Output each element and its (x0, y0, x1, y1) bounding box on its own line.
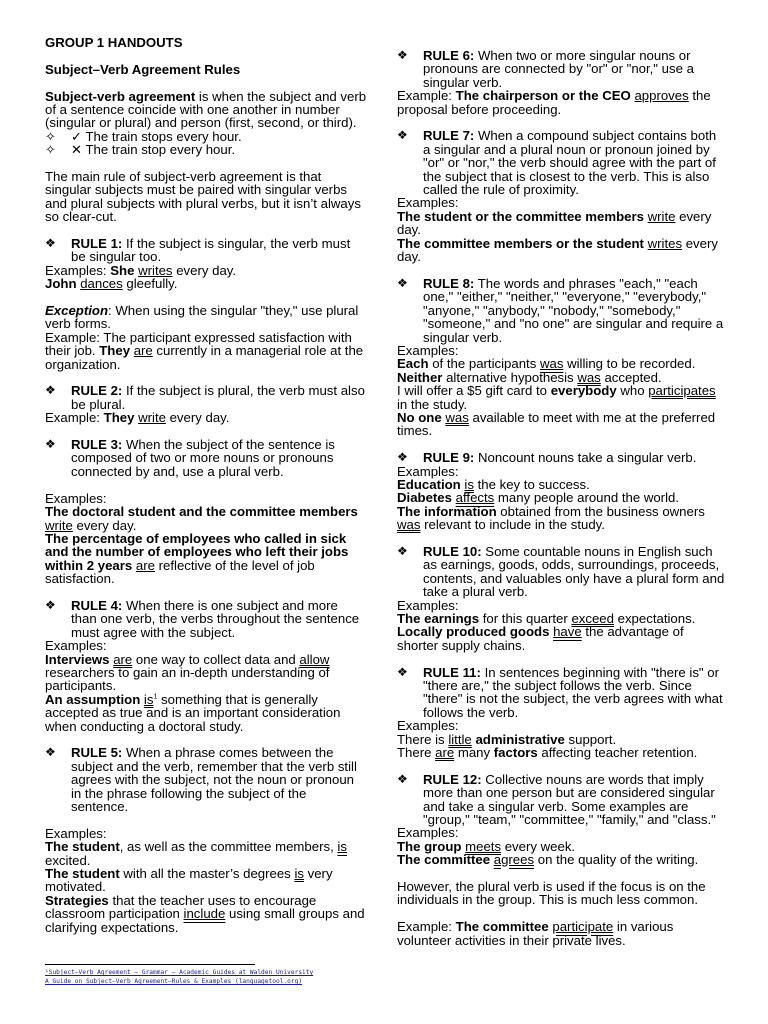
rule-11-example-2: There are many factors affecting teacher retention. (397, 745, 698, 761)
rule-5-example-2: The student with all the master’s degrees is very motivated. (45, 866, 333, 895)
checkmark-icon: ✓ (71, 128, 83, 144)
rule-4-example-2: An assumption $is^1$ something that is generally accepted as true and is an important consideration when conducting a doctoral study. (45, 691, 341, 734)
right-column (397, 49, 727, 947)
footnote-link-languagetool[interactable]: A Guide on Subject–Verb Agreement—Rules & Examples (languagetool.org) (45, 978, 303, 985)
exception-text: Exception: When using the singular "they," use plural verb forms. (45, 303, 359, 332)
rule-5-example-3: Strategies that the teacher uses to encourage classroom participation include using small groups and clarifying expectations. (45, 892, 365, 935)
rule-9-example-2: Diabetes affects many people around the world. (397, 490, 680, 506)
rule-3: ❖ RULE 3: When the subject of the sentence is composed of two or more nouns or pronouns connected by and, use a plural verb. (45, 437, 335, 479)
rule-1-example-2: John dances gleefully. (45, 276, 178, 292)
examples-label: Examples: (397, 718, 459, 734)
rule-3-example-1: The doctoral student and the committee members write every day. (45, 504, 358, 533)
diamond-bullet-icon: ❖ (397, 450, 408, 465)
rule-8: ❖ RULE 8: The words and phrases "each," "each one," "either," "neither," "everyone," "everybody," "anyone," "anybody," "nobody," "somebody," "someone," and "no one" are singular and require a singular verb. (397, 275, 724, 345)
intro-definition: Subject-verb agreement is when the subject and verb of a sentence coincide with one another in number (singular or plural) and person (first, second, or third). (45, 88, 367, 131)
rule-10-example-1: The earnings for this quarter exceed expectations. (397, 611, 696, 626)
rule-12-example-3: Example: The committee participate in various volunteer activities in their private lives. (397, 919, 674, 948)
rule-2: ❖ RULE 2: If the subject is plural, the verb must also be plural. (45, 383, 365, 412)
examples-label: Examples: (45, 825, 107, 841)
rule-11-example-1: There is little administrative support. (397, 731, 617, 747)
diamond-bullet-icon: ❖ (397, 771, 408, 786)
examples-label: Examples: (45, 638, 107, 654)
diamond-bullet-icon: ❖ (45, 236, 56, 251)
rule-7-example-1: The student or the committee members write every day. (397, 208, 712, 238)
correct-example: ✧ ✓ The train stops every hour. (45, 128, 242, 144)
footnote-link-walden[interactable]: ¹Subject–Verb Agreement – Grammar – Academic Guides at Walden University (45, 969, 314, 976)
exception-example: Example: The participant expressed satisfaction with their job. They are currently in a managerial role at the organization. (45, 329, 364, 372)
diamond-bullet-icon: ❖ (397, 48, 408, 62)
rule-6-example: Example: The chairperson or the CEO approves the proposal before proceeding. (397, 88, 711, 117)
examples-label: Examples: (397, 195, 459, 211)
cross-icon: ✕ (71, 142, 83, 158)
sparkle-bullet-icon: ✧ (45, 128, 57, 144)
examples-label: Examples: (397, 825, 459, 841)
rule-1-example-1: Examples: She writes every day. (45, 262, 237, 278)
page-title: GROUP 1 HANDOUTS (45, 35, 183, 50)
rule-5-example-1: The student, as well as the committee members, is excited. (45, 839, 347, 868)
rule-8-example-4: No one was available to meet with me at the preferred times. (397, 409, 716, 439)
rule-9: ❖ RULE 9: Noncount nouns take a singular verb. (397, 450, 697, 466)
diamond-bullet-icon: ❖ (45, 383, 56, 398)
diamond-bullet-icon: ❖ (45, 437, 56, 452)
rule-12-however: However, the plural verb is used if the focus is on the individuals in the group. This is much less common. (397, 879, 706, 908)
examples-label: Examples: (397, 342, 459, 358)
rule-6: ❖ RULE 6: When two or more singular nouns or pronouns are connected by "or" or "nor," use a singular verb. (397, 48, 694, 90)
rule-8-example-3: I will offer a $5 gift card to everybody who participates in the study. (397, 383, 716, 412)
rule-12-example-1: The group meets every week. (397, 838, 576, 854)
rule-4: ❖ RULE 4: When there is one subject and more than one verb, the verbs throughout the sentence must agree with the subject. (45, 597, 360, 640)
footnote-divider (45, 964, 255, 965)
diamond-bullet-icon: ❖ (45, 745, 56, 760)
sparkle-bullet-icon: ✧ (45, 142, 57, 158)
rule-12-example-2: The committee agrees on the quality of the writing. (397, 852, 699, 868)
diamond-bullet-icon: ❖ (45, 597, 56, 612)
examples-label: Examples: (397, 463, 459, 479)
rule-2-example: Example: They write every day. (45, 410, 230, 426)
rule-8-example-1: Each of the participants was willing to be recorded. (397, 356, 696, 372)
main-rule-text: The main rule of subject-verb agreement is that singular subjects must be paired with singular verbs and plural subjects with plural verbs, but it isn’t always so clear-cut. (45, 169, 361, 225)
rule-1: ❖ RULE 1: If the subject is singular, the verb must be singular too. (45, 236, 351, 265)
rule-9-example-1: Education is the key to success. (397, 476, 590, 492)
rule-7-example-2: The committee members or the student writes every day. (397, 235, 718, 265)
rule-11: ❖ RULE 11: In sentences beginning with "there is" or "there are," the subject follows the verb. Since "there" is not the subject, the verb agrees with what follows the verb. (397, 664, 723, 720)
rule-5: ❖ RULE 5: When a phrase comes between the subject and the verb, remember that the verb still agrees with the subject, not the noun or pronoun in the phrase following the subject of the sentence. (45, 745, 357, 814)
examples-label: Examples: (45, 490, 107, 506)
rule-9-example-3: The information obtained from the business owners was relevant to include in the study. (397, 503, 705, 533)
diamond-bullet-icon: ❖ (397, 543, 408, 558)
left-column (45, 36, 367, 934)
examples-label: Examples: (397, 597, 459, 613)
diamond-bullet-icon: ❖ (397, 128, 408, 143)
wrong-example: ✧ ✕ The train stop every hour. (45, 142, 236, 158)
rule-7: ❖ RULE 7: When a compound subject contains both a singular and a plural noun or pronoun joined by "or" or "nor," the verb should agree with the part of the subject that is closest to the verb. This is also called the rule of proximity. (397, 128, 717, 198)
rule-10: ❖ RULE 10: Some countable nouns in English such as earnings, goods, odds, surroundings, proceeds, contents, and valuables only have a plural form and take a plural verb. (397, 543, 725, 600)
footnote (45, 968, 375, 986)
rule-4-example-1: Interviews are one way to collect data and allow researchers to gain an in-depth understanding of participants. (45, 651, 330, 694)
rule-12: ❖ RULE 12: Collective nouns are words that imply more than one person but are considered singular and take a singular verb. Some examples are "group," "team," "committee," "family," and "class." (397, 771, 716, 828)
rule-8-example-2: Neither alternative hypothesis was accepted. (397, 369, 662, 385)
rule-3-example-2: The percentage of employees who called in sick and the number of employees who left their jobs within 2 years are reflective of the level of job satisfaction. (45, 530, 349, 587)
diamond-bullet-icon: ❖ (397, 275, 408, 290)
section-title: Subject–Verb Agreement Rules (45, 61, 241, 77)
rule-10-example-2: Locally produced goods have the advantage of shorter supply chains. (397, 624, 684, 653)
diamond-bullet-icon: ❖ (397, 664, 408, 679)
